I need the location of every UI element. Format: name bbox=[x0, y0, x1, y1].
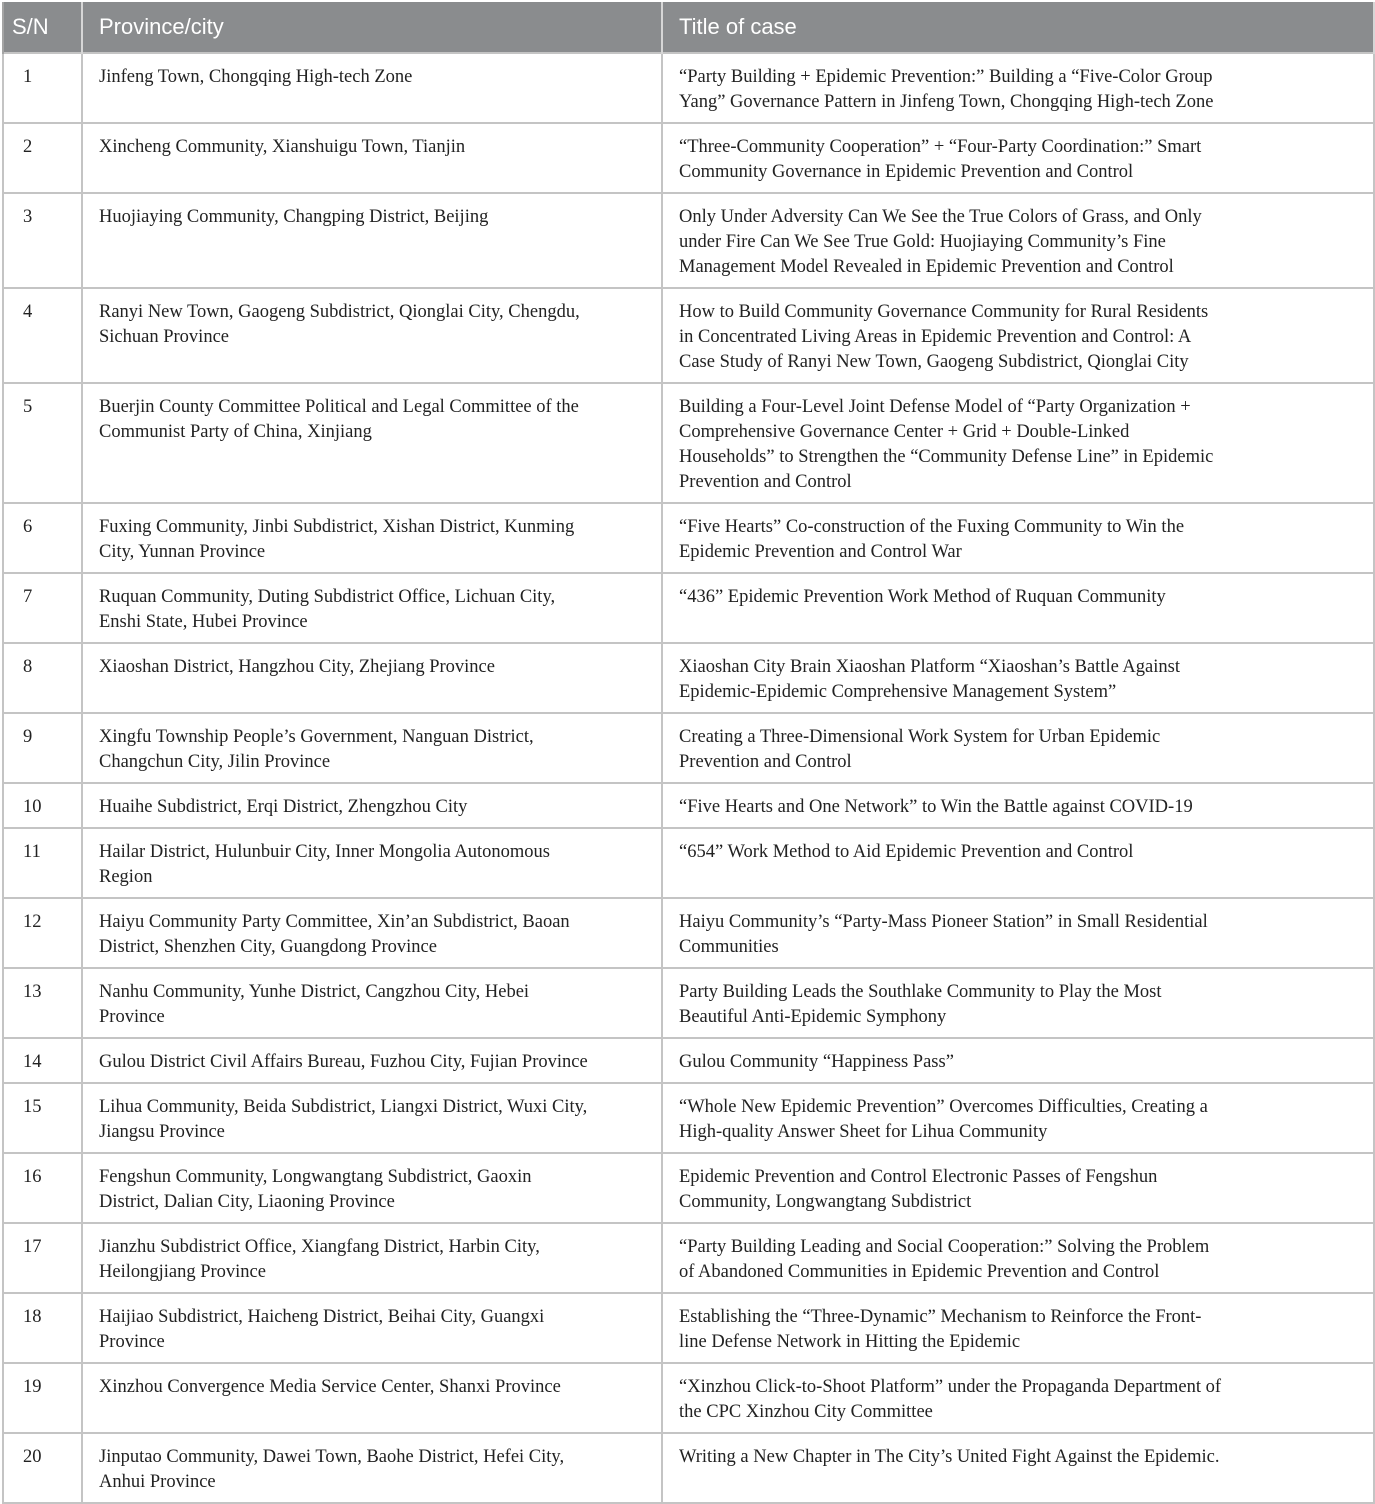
cell-sn: 16 bbox=[3, 1153, 82, 1223]
cell-province-city bbox=[82, 288, 662, 383]
cell-title-of-case bbox=[662, 123, 1374, 193]
cases-table bbox=[2, 2, 1375, 1504]
cell-province-city bbox=[82, 1363, 662, 1433]
cell-sn: 19 bbox=[3, 1363, 82, 1433]
table-row bbox=[3, 573, 1374, 643]
cell-sn: 18 bbox=[3, 1293, 82, 1363]
cell-sn: 2 bbox=[3, 123, 82, 193]
cell-title-of-case bbox=[662, 53, 1374, 123]
cell-province-city-text: Jinputao Community, Dawei Town, Baohe District, Hefei City, Anhui Province bbox=[99, 1447, 565, 1492]
cell-province-city bbox=[82, 123, 662, 193]
table-row bbox=[3, 1223, 1374, 1293]
cell-title-of-case bbox=[662, 288, 1374, 383]
cell-title-of-case-text: “Five Hearts” Co-construction of the Fuxing Community to Win the Epidemic Prevention and Control War bbox=[679, 517, 1185, 562]
cell-title-of-case-text: Establishing the “Three-Dynamic” Mechanism to Reinforce the Front-line Defense Network in Hitting the Epidemic bbox=[679, 1307, 1202, 1352]
cell-province-city-text: Gulou District Civil Affairs Bureau, Fuzhou City, Fujian Province bbox=[99, 1052, 588, 1072]
cell-title-of-case bbox=[662, 828, 1374, 898]
cell-province-city-text: Haijiao Subdistrict, Haicheng District, Beihai City, Guangxi Province bbox=[99, 1307, 545, 1352]
table-row bbox=[3, 783, 1374, 828]
header-sn: S/N bbox=[3, 2, 82, 53]
cell-title-of-case-text: “Three-Community Cooperation” + “Four-Party Coordination:” Smart Community Governance in Epidemic Prevention and Control bbox=[679, 137, 1202, 182]
cell-sn: 1 bbox=[3, 53, 82, 123]
cell-province-city bbox=[82, 968, 662, 1038]
table-row bbox=[3, 383, 1374, 503]
cell-title-of-case bbox=[662, 503, 1374, 573]
cell-province-city-text: Jinfeng Town, Chongqing High-tech Zone bbox=[99, 67, 413, 87]
cell-title-of-case bbox=[662, 783, 1374, 828]
table-row bbox=[3, 503, 1374, 573]
cell-title-of-case bbox=[662, 1223, 1374, 1293]
cell-province-city bbox=[82, 1293, 662, 1363]
cell-title-of-case bbox=[662, 713, 1374, 783]
cell-title-of-case bbox=[662, 1153, 1374, 1223]
table-row bbox=[3, 288, 1374, 383]
cell-sn: 15 bbox=[3, 1083, 82, 1153]
table-body bbox=[3, 53, 1374, 1503]
cell-province-city-text: Lihua Community, Beida Subdistrict, Liangxi District, Wuxi City, Jiangsu Province bbox=[99, 1097, 588, 1142]
cell-province-city-text: Huojiaying Community, Changping District, Beijing bbox=[99, 207, 489, 227]
cell-title-of-case bbox=[662, 573, 1374, 643]
cell-title-of-case-text: “654” Work Method to Aid Epidemic Prevention and Control bbox=[679, 842, 1134, 862]
cell-title-of-case bbox=[662, 968, 1374, 1038]
cell-title-of-case-text: How to Build Community Governance Community for Rural Residents in Concentrated Living Areas in Epidemic Prevention and Control: A Case Study of Ranyi New Town, Gaogeng Subdistrict, Qionglai City bbox=[679, 302, 1209, 372]
cell-province-city bbox=[82, 1083, 662, 1153]
cell-sn: 7 bbox=[3, 573, 82, 643]
cell-province-city-text: Hailar District, Hulunbuir City, Inner Mongolia Autonomous Region bbox=[99, 842, 550, 887]
table-row bbox=[3, 1433, 1374, 1503]
table-row bbox=[3, 1153, 1374, 1223]
table-header bbox=[3, 2, 1374, 53]
cell-sn: 9 bbox=[3, 713, 82, 783]
table-row bbox=[3, 828, 1374, 898]
cell-sn: 12 bbox=[3, 898, 82, 968]
cell-title-of-case bbox=[662, 193, 1374, 288]
cell-province-city bbox=[82, 643, 662, 713]
table-row bbox=[3, 968, 1374, 1038]
cell-province-city bbox=[82, 1153, 662, 1223]
cell-sn: 6 bbox=[3, 503, 82, 573]
cell-province-city bbox=[82, 503, 662, 573]
cell-title-of-case-text: Writing a New Chapter in The City’s United Fight Against the Epidemic. bbox=[679, 1447, 1220, 1467]
cell-title-of-case-text: Epidemic Prevention and Control Electronic Passes of Fengshun Community, Longwangtang Subdistrict bbox=[679, 1167, 1158, 1212]
cell-title-of-case-text: “Party Building + Epidemic Prevention:” Building a “Five-Color Group Yang” Governance Pattern in Jinfeng Town, Chongqing High-tech Zone bbox=[679, 67, 1214, 112]
table-row bbox=[3, 1293, 1374, 1363]
table-row bbox=[3, 713, 1374, 783]
table-row bbox=[3, 643, 1374, 713]
cell-province-city bbox=[82, 783, 662, 828]
cell-sn: 10 bbox=[3, 783, 82, 828]
cell-sn: 13 bbox=[3, 968, 82, 1038]
cell-province-city-text: Buerjin County Committee Political and Legal Committee of the Communist Party of China, Xinjiang bbox=[99, 397, 579, 442]
table-row bbox=[3, 123, 1374, 193]
cell-sn: 17 bbox=[3, 1223, 82, 1293]
header-row bbox=[3, 2, 1374, 53]
cell-sn: 4 bbox=[3, 288, 82, 383]
cell-title-of-case-text: “436” Epidemic Prevention Work Method of Ruquan Community bbox=[679, 587, 1166, 607]
cell-province-city bbox=[82, 1223, 662, 1293]
header-province-city: Province/city bbox=[82, 2, 662, 53]
cell-title-of-case-text: “Whole New Epidemic Prevention” Overcomes Difficulties, Creating a High-quality Answer Sheet for Lihua Community bbox=[679, 1097, 1208, 1142]
table-row bbox=[3, 1083, 1374, 1153]
cell-title-of-case bbox=[662, 383, 1374, 503]
cell-sn: 8 bbox=[3, 643, 82, 713]
cell-province-city bbox=[82, 713, 662, 783]
cell-province-city-text: Jianzhu Subdistrict Office, Xiangfang District, Harbin City, Heilongjiang Province bbox=[99, 1237, 540, 1282]
cell-sn: 14 bbox=[3, 1038, 82, 1083]
cell-title-of-case bbox=[662, 1363, 1374, 1433]
cell-province-city bbox=[82, 828, 662, 898]
cell-province-city-text: Xingfu Township People’s Government, Nanguan District, Changchun City, Jilin Province bbox=[99, 727, 534, 772]
table-row bbox=[3, 898, 1374, 968]
cell-province-city-text: Fengshun Community, Longwangtang Subdistrict, Gaoxin District, Dalian City, Liaoning Province bbox=[99, 1167, 532, 1212]
cell-province-city bbox=[82, 573, 662, 643]
cell-province-city-text: Huaihe Subdistrict, Erqi District, Zhengzhou City bbox=[99, 797, 468, 817]
cell-title-of-case-text: Only Under Adversity Can We See the True Colors of Grass, and Only under Fire Can We See True Gold: Huojiaying Community’s Fine Management Model Revealed in Epidemic Prevention and Control bbox=[679, 207, 1202, 277]
cell-sn: 20 bbox=[3, 1433, 82, 1503]
cell-province-city-text: Ruquan Community, Duting Subdistrict Office, Lichuan City, Enshi State, Hubei Province bbox=[99, 587, 556, 632]
cell-province-city-text: Haiyu Community Party Committee, Xin’an Subdistrict, Baoan District, Shenzhen City, Guangdong Province bbox=[99, 912, 570, 957]
cell-title-of-case bbox=[662, 898, 1374, 968]
cell-title-of-case bbox=[662, 643, 1374, 713]
cell-title-of-case-text: “Five Hearts and One Network” to Win the Battle against COVID-19 bbox=[679, 797, 1193, 817]
cell-province-city-text: Xincheng Community, Xianshuigu Town, Tianjin bbox=[99, 137, 466, 157]
cell-title-of-case bbox=[662, 1083, 1374, 1153]
cell-title-of-case-text: “Xinzhou Click-to-Shoot Platform” under the Propaganda Department of the CPC Xinzhou City Committee bbox=[679, 1377, 1222, 1422]
cell-title-of-case-text: Building a Four-Level Joint Defense Model of “Party Organization + Comprehensive Governance Center + Grid + Double-Linked Households” to Strengthen the “Community Defense Line” in Epidemic Prevention and Control bbox=[679, 397, 1214, 492]
cell-title-of-case bbox=[662, 1433, 1374, 1503]
cell-title-of-case-text: Xiaoshan City Brain Xiaoshan Platform “Xiaoshan’s Battle Against Epidemic-Epidemic Comprehensive Management System” bbox=[679, 657, 1180, 702]
cell-province-city-text: Fuxing Community, Jinbi Subdistrict, Xishan District, Kunming City, Yunnan Province bbox=[99, 517, 575, 562]
table-row bbox=[3, 53, 1374, 123]
cell-province-city bbox=[82, 1433, 662, 1503]
cell-province-city bbox=[82, 383, 662, 503]
cell-province-city bbox=[82, 898, 662, 968]
cell-title-of-case-text: Haiyu Community’s “Party-Mass Pioneer Station” in Small Residential Communities bbox=[679, 912, 1208, 957]
table-row bbox=[3, 1038, 1374, 1083]
cell-province-city bbox=[82, 1038, 662, 1083]
cell-sn: 3 bbox=[3, 193, 82, 288]
cell-province-city-text: Xiaoshan District, Hangzhou City, Zhejiang Province bbox=[99, 657, 495, 677]
cell-province-city-text: Xinzhou Convergence Media Service Center, Shanxi Province bbox=[99, 1377, 561, 1397]
cell-title-of-case-text: “Party Building Leading and Social Cooperation:” Solving the Problem of Abandoned Communities in Epidemic Prevention and Control bbox=[679, 1237, 1210, 1282]
cell-title-of-case bbox=[662, 1293, 1374, 1363]
cell-title-of-case bbox=[662, 1038, 1374, 1083]
cell-province-city-text: Ranyi New Town, Gaogeng Subdistrict, Qionglai City, Chengdu, Sichuan Province bbox=[99, 302, 580, 347]
table-row bbox=[3, 1363, 1374, 1433]
cell-sn: 5 bbox=[3, 383, 82, 503]
cell-province-city-text: Nanhu Community, Yunhe District, Cangzhou City, Hebei Province bbox=[99, 982, 530, 1027]
cell-title-of-case-text: Creating a Three-Dimensional Work System for Urban Epidemic Prevention and Control bbox=[679, 727, 1161, 772]
cell-province-city bbox=[82, 193, 662, 288]
cell-province-city bbox=[82, 53, 662, 123]
header-title-of-case: Title of case bbox=[662, 2, 1374, 53]
table-row bbox=[3, 193, 1374, 288]
cell-title-of-case-text: Gulou Community “Happiness Pass” bbox=[679, 1052, 954, 1072]
cell-sn: 11 bbox=[3, 828, 82, 898]
cell-title-of-case-text: Party Building Leads the Southlake Community to Play the Most Beautiful Anti-Epidemic Symphony bbox=[679, 982, 1162, 1027]
